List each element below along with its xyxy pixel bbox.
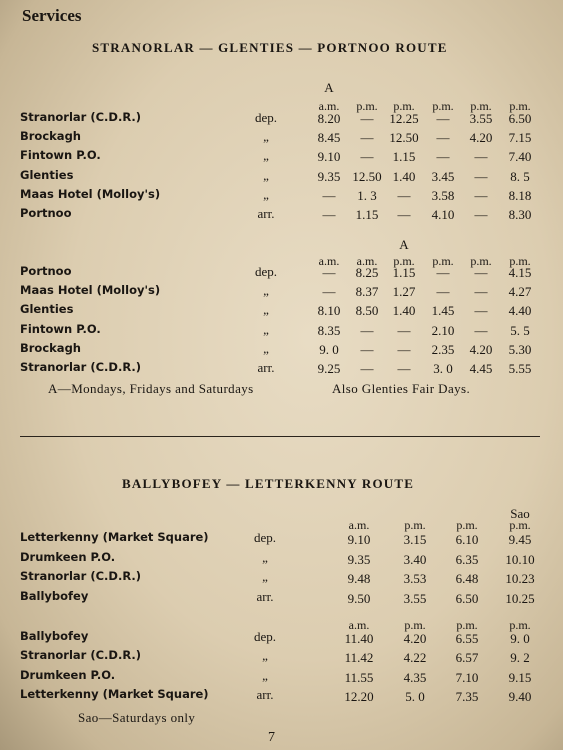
time-cell: 1.15 — [392, 149, 416, 165]
time-cell: 1.15 — [355, 207, 379, 222]
dep-arr-mark: arr. — [257, 360, 275, 375]
time-cell: 6.10 — [455, 532, 479, 547]
column-header: a.m. — [356, 254, 378, 268]
station-name: Letterkenny (Market Square) — [20, 530, 209, 544]
dep-arr-mark: „ — [262, 648, 268, 664]
time-cell: 4.20 — [469, 341, 493, 357]
time-cell: 6.57 — [455, 650, 479, 666]
time-cell: 8.45 — [317, 130, 341, 146]
dep-arr-mark: dep. — [253, 629, 277, 644]
time-cell: — — [474, 149, 488, 165]
time-cell: 3.55 — [469, 111, 493, 126]
time-cell: — — [474, 187, 488, 203]
time-cell: 10.25 — [505, 590, 535, 606]
station-name: Ballybofey — [20, 588, 89, 603]
route1-note-a: A—Mondays, Fridays and Saturdays — [48, 381, 254, 396]
time-cell: 5. 5 — [510, 322, 530, 338]
time-cell: — — [322, 187, 336, 203]
time-cell: 9.35 — [317, 168, 341, 184]
section-header: Services — [22, 6, 82, 25]
page-number: 7 — [268, 730, 275, 745]
dep-arr-mark: arr. — [257, 206, 275, 221]
time-cell: — — [360, 322, 374, 338]
station-name: Stranorlar (C.D.R.) — [20, 569, 142, 583]
time-cell: — — [474, 207, 488, 222]
time-cell: 3.55 — [403, 590, 427, 606]
station-name: Stranorlar (C.D.R.) — [20, 648, 142, 663]
time-cell: 1.45 — [431, 303, 455, 319]
station-name: Fintown P.O. — [20, 321, 101, 336]
time-cell: 9.15 — [508, 669, 532, 685]
time-cell: 8. 5 — [510, 168, 530, 184]
column-header: a.m. — [318, 254, 340, 268]
time-cell: — — [474, 265, 488, 280]
station-name: Drumkeen P.O. — [20, 549, 116, 564]
time-cell: 12.25 — [389, 111, 419, 126]
dep-arr-mark: arr. — [256, 588, 274, 604]
dep-arr-mark: „ — [262, 549, 268, 565]
time-cell: — — [397, 341, 411, 357]
time-cell: — — [436, 111, 450, 126]
time-cell: — — [436, 284, 450, 300]
station-name: Ballybofey — [20, 629, 89, 643]
station-name: Glenties — [20, 302, 74, 317]
time-cell: 4.15 — [508, 265, 532, 280]
time-cell: 9.25 — [317, 361, 341, 376]
time-cell: 9.48 — [347, 571, 371, 586]
time-cell: 9.10 — [317, 149, 341, 165]
time-cell: 2.35 — [431, 341, 455, 357]
column-header: a.m. — [318, 99, 340, 113]
time-cell: 9.35 — [347, 551, 371, 567]
column-header: p.m. — [470, 254, 492, 268]
station-name: Stranorlar (C.D.R.) — [20, 360, 142, 374]
time-cell: 11.42 — [344, 650, 374, 666]
time-cell: 8.37 — [355, 284, 379, 300]
time-cell: 6.55 — [455, 631, 479, 646]
dep-arr-mark: „ — [263, 283, 269, 299]
time-cell: 9.10 — [347, 532, 371, 547]
dep-arr-mark: dep. — [253, 530, 277, 545]
station-name: Stranorlar (C.D.R.) — [20, 110, 142, 124]
station-name: Glenties — [20, 167, 74, 182]
column-header: p.m. — [509, 99, 531, 113]
time-cell: 10.10 — [505, 551, 535, 567]
column-header: p.m. — [509, 618, 531, 632]
column-note-marker: A — [324, 80, 334, 95]
column-header: p.m. — [404, 518, 426, 532]
time-cell: 8.35 — [317, 322, 341, 338]
time-cell: 3.58 — [431, 187, 455, 203]
dep-arr-mark: „ — [263, 129, 269, 145]
station-name: Portnoo — [20, 206, 72, 220]
time-cell: — — [397, 322, 411, 338]
time-cell: 5.55 — [508, 361, 532, 376]
time-cell: 3.40 — [403, 551, 427, 567]
station-name: Drumkeen P.O. — [20, 667, 116, 682]
time-cell: 7.15 — [508, 130, 532, 146]
time-cell: 12.50 — [352, 168, 382, 184]
time-cell: 2.10 — [431, 322, 455, 338]
time-cell: — — [360, 130, 374, 146]
time-cell: 9. 0 — [510, 631, 530, 646]
column-header: p.m. — [509, 254, 531, 268]
time-cell: 12.20 — [344, 688, 374, 704]
column-header: a.m. — [348, 518, 370, 532]
time-cell: — — [397, 187, 411, 203]
dep-arr-mark: arr. — [256, 686, 274, 702]
time-cell: 4.27 — [508, 284, 532, 300]
time-cell: 6.50 — [508, 111, 532, 126]
time-cell: 8.30 — [508, 207, 532, 222]
time-cell: — — [360, 149, 374, 165]
time-cell: 3.45 — [431, 168, 455, 184]
dep-arr-mark: „ — [263, 167, 269, 183]
column-header: p.m. — [456, 618, 478, 632]
time-cell: — — [436, 265, 450, 280]
time-cell: 9.50 — [347, 590, 371, 606]
route1-note-fair-days: Also Glenties Fair Days. — [332, 381, 471, 396]
time-cell: 6.48 — [455, 571, 479, 586]
time-cell: 7.10 — [455, 669, 479, 685]
route-title-stranorlar-portnoo: STRANORLAR — GLENTIES — PORTNOO ROUTE — [92, 40, 448, 55]
dep-arr-mark: „ — [263, 340, 269, 356]
dep-arr-mark: „ — [263, 302, 269, 318]
time-cell: 8.20 — [317, 111, 341, 126]
station-name: Maas Hotel (Molloy's) — [20, 283, 161, 298]
time-cell: 7.35 — [455, 688, 479, 704]
time-cell: 4.45 — [469, 361, 493, 376]
time-cell: 1.40 — [392, 168, 416, 184]
time-cell: 12.50 — [389, 130, 419, 146]
station-name: Brockagh — [20, 340, 81, 355]
dep-arr-mark: „ — [263, 321, 269, 337]
time-cell: 4.10 — [431, 207, 455, 222]
station-name: Letterkenny (Market Square) — [20, 686, 209, 701]
dep-arr-mark: „ — [263, 186, 269, 202]
time-cell: 1.27 — [392, 284, 416, 300]
time-cell: 7.40 — [508, 149, 532, 165]
station-name: Brockagh — [20, 129, 81, 144]
time-cell: — — [474, 322, 488, 338]
time-cell: 6.50 — [455, 590, 479, 606]
dep-arr-mark: „ — [262, 569, 268, 584]
column-header: p.m. — [470, 99, 492, 113]
time-cell: — — [397, 207, 411, 222]
column-note-marker: Sao — [510, 506, 530, 521]
dep-arr-mark: „ — [263, 148, 269, 164]
time-cell: 9. 0 — [319, 341, 339, 357]
time-cell: 8.25 — [355, 265, 379, 280]
section-divider — [20, 436, 540, 437]
time-cell: 11.40 — [344, 631, 374, 646]
time-cell: 11.55 — [344, 669, 374, 685]
column-header: p.m. — [393, 254, 415, 268]
station-name: Portnoo — [20, 264, 72, 278]
dep-arr-mark: dep. — [254, 110, 278, 125]
time-cell: — — [474, 303, 488, 319]
route-title-ballybofey-letterkenny: BALLYBOFEY — LETTERKENNY ROUTE — [122, 476, 415, 491]
time-cell: — — [322, 284, 336, 300]
time-cell: — — [436, 130, 450, 146]
column-note-marker: A — [399, 237, 409, 252]
time-cell: 5. 0 — [405, 688, 425, 704]
time-cell: 3.15 — [403, 532, 427, 547]
time-cell: — — [360, 111, 374, 126]
time-cell: 1.40 — [392, 303, 416, 319]
time-cell: — — [322, 207, 336, 222]
time-cell: — — [397, 361, 411, 376]
column-header: p.m. — [356, 99, 378, 113]
time-cell: — — [474, 284, 488, 300]
column-header: p.m. — [432, 254, 454, 268]
time-cell: 4.20 — [469, 130, 493, 146]
station-name: Fintown P.O. — [20, 148, 101, 163]
time-cell: 10.23 — [505, 571, 535, 586]
column-header: p.m. — [509, 518, 531, 532]
column-header: p.m. — [432, 99, 454, 113]
time-cell: 9. 2 — [510, 650, 530, 666]
time-cell: 8.18 — [508, 187, 532, 203]
time-cell: 4.35 — [403, 669, 427, 685]
time-cell: 4.20 — [403, 631, 427, 646]
column-header: p.m. — [404, 618, 426, 632]
time-cell: 4.22 — [403, 650, 427, 666]
time-cell: 9.45 — [508, 532, 532, 547]
time-cell: — — [322, 265, 336, 280]
dep-arr-mark: dep. — [254, 264, 278, 279]
route2-note-sao: Sao—Saturdays only — [78, 710, 196, 725]
time-cell: 5.30 — [508, 341, 532, 357]
time-cell: 3.53 — [403, 571, 427, 586]
time-cell: 8.10 — [317, 303, 341, 319]
column-header: a.m. — [348, 618, 370, 632]
time-cell: 1.15 — [392, 265, 416, 280]
time-cell: — — [360, 361, 374, 376]
column-header: p.m. — [456, 518, 478, 532]
time-cell: 3. 0 — [433, 361, 453, 376]
time-cell: 8.50 — [355, 303, 379, 319]
time-cell: — — [474, 168, 488, 184]
column-header: p.m. — [393, 99, 415, 113]
time-cell: 4.40 — [508, 303, 532, 319]
time-cell: 1. 3 — [357, 187, 377, 203]
time-cell: — — [436, 149, 450, 165]
time-cell: 9.40 — [508, 688, 532, 704]
dep-arr-mark: „ — [262, 667, 268, 683]
time-cell: — — [360, 341, 374, 357]
station-name: Maas Hotel (Molloy's) — [20, 186, 161, 201]
time-cell: 6.35 — [455, 551, 479, 567]
